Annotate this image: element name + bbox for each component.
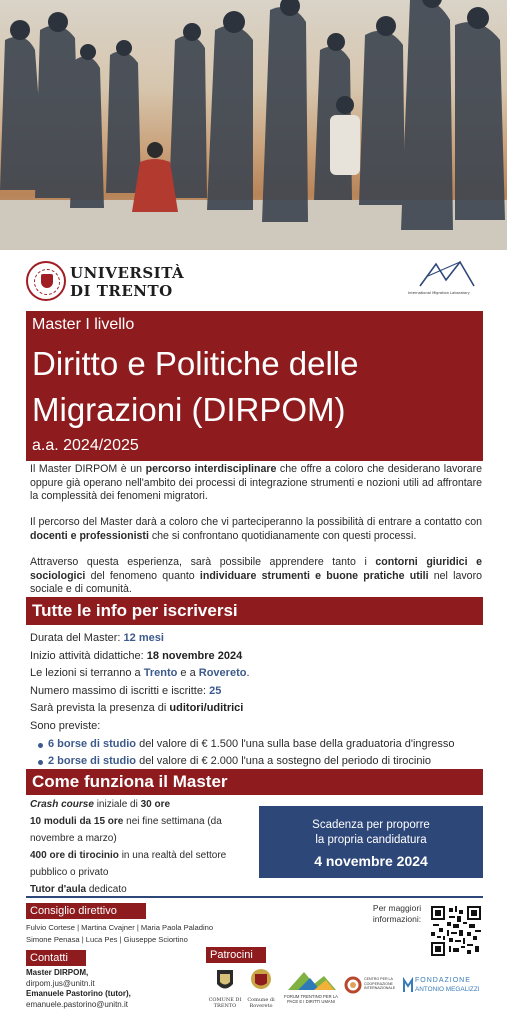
university-name-line1: UNIVERSITÀ bbox=[70, 264, 185, 282]
cci-logo-icon bbox=[344, 976, 362, 994]
comune-trento-crest-icon bbox=[210, 966, 240, 996]
intro-p1-text: Il Master DIRPOM è un bbox=[30, 463, 146, 475]
info-max-enrolled bbox=[30, 683, 485, 701]
contact-name-1: Master DIRPOM, bbox=[26, 968, 89, 977]
intro-paragraph-3 bbox=[30, 556, 482, 597]
intro-paragraph-2 bbox=[30, 516, 482, 543]
crash-course-label: Crash course bbox=[30, 799, 94, 810]
title-block bbox=[26, 311, 483, 461]
intro-p3-highlight-1: contorni giuridici e sociologici bbox=[30, 556, 482, 582]
academic-year: a.a. 2024/2025 bbox=[32, 437, 139, 454]
deadline-box bbox=[259, 806, 483, 878]
megalizzi-logo-icon bbox=[402, 976, 414, 994]
intro-paragraph-1 bbox=[30, 463, 482, 504]
location-conjunction: e a bbox=[177, 667, 199, 680]
intro-p2-text-end: che si confrontano quotidianamente con questi processi. bbox=[148, 529, 417, 542]
partner-forum-pace[interactable] bbox=[284, 968, 338, 1014]
crash-course-text: iniziale di bbox=[93, 799, 141, 810]
footer-divider bbox=[26, 896, 483, 898]
page-title: Diritto e Politiche delle Migrazioni (DIRPOM) bbox=[32, 345, 359, 428]
location-period: . bbox=[246, 667, 250, 680]
location-text: Le lezioni si terranno a bbox=[30, 667, 144, 680]
info-start bbox=[30, 648, 485, 666]
deadline-date: 4 novembre 2024 bbox=[314, 853, 428, 869]
how-item-crash-course bbox=[30, 796, 250, 813]
lab-name: International Migration Laboratory bbox=[408, 291, 470, 295]
modules-label: 10 moduli da 15 ore bbox=[30, 816, 124, 827]
intro-p3-text: Attraverso questa esperienza, sarà possibile apprendere tanto i bbox=[30, 556, 376, 568]
how-item-modules bbox=[30, 813, 250, 847]
board-members bbox=[26, 922, 256, 945]
deadline-line1: Scadenza per proporre bbox=[312, 819, 430, 831]
info-section-heading: Tutte le info per iscriversi bbox=[26, 597, 483, 625]
scholarship-list bbox=[36, 736, 485, 771]
partner-cci[interactable] bbox=[344, 974, 400, 1004]
contacts-heading: Contatti bbox=[26, 950, 86, 966]
forum-pace-logo-icon bbox=[284, 968, 338, 992]
duration-value: 12 mesi bbox=[123, 632, 164, 644]
tutor-text: dedicato bbox=[86, 884, 127, 895]
info-duration bbox=[30, 630, 485, 648]
university-seal-icon bbox=[26, 261, 66, 301]
modules-text: nei fine settimana (da novembre a marzo) bbox=[30, 816, 222, 844]
intro-p1-text-end: che offre a coloro che desiderano lavorare oppure già operano nell'ambito dei processi di integrazione strumenti e nozioni utili ad affrontare la complessità dei fenomeni migratori. bbox=[30, 463, 482, 503]
comune-rovereto-crest-icon bbox=[246, 966, 276, 996]
migration-lab-mark-icon bbox=[408, 258, 486, 290]
auditors-label: Sarà prevista la presenza di bbox=[30, 702, 170, 715]
title-kicker: Master I livello bbox=[32, 316, 135, 333]
intro-p2-text: Il percorso del Master darà a coloro che vi parteciperanno la possibilità di entrare a contatto con bbox=[30, 516, 482, 528]
more-info-label: Per maggiori informazioni: bbox=[372, 903, 422, 924]
intro-p3-text-mid: del fenomeno quanto bbox=[85, 569, 200, 582]
board-members-line1: Fulvio Cortese | Martina Cvajner | Maria Paola Paladino bbox=[26, 923, 214, 932]
partner-comune-rovereto-name: Comune di Rovereto bbox=[247, 997, 275, 1009]
university-name bbox=[70, 264, 184, 300]
deadline-line2: la propria candidatura bbox=[315, 834, 427, 846]
max-label: Numero massimo di iscritti e iscritte: bbox=[30, 684, 210, 697]
intro-p3-text-end: nel lavoro sociale e di comunità. bbox=[30, 569, 482, 596]
internship-label: 400 ore di tirocinio bbox=[30, 850, 119, 861]
board-heading: Consiglio direttivo bbox=[26, 903, 146, 919]
start-value: 18 novembre 2024 bbox=[146, 649, 243, 662]
location-trento: Trento bbox=[143, 667, 178, 680]
crash-course-hours: 30 ore bbox=[140, 799, 171, 810]
university-name-line2: DI TRENTO bbox=[70, 282, 173, 300]
university-logo[interactable] bbox=[26, 261, 185, 303]
partner-comune-rovereto[interactable] bbox=[246, 966, 276, 1014]
intro-p1-highlight: percorso interdisciplinare bbox=[145, 463, 277, 475]
max-value: 25 bbox=[209, 684, 222, 697]
intro-p2-highlight: docenti e professionisti bbox=[30, 529, 149, 542]
start-label: Inizio attività didattiche: bbox=[30, 649, 147, 662]
location-rovereto: Rovereto bbox=[198, 667, 247, 680]
tutor-label: Tutor d'aula bbox=[30, 884, 87, 895]
internship-text: in una realtà del settore pubblico o privato bbox=[30, 850, 227, 878]
hero-illustration bbox=[0, 0, 507, 250]
partner-comune-trento[interactable] bbox=[210, 966, 240, 1014]
info-location bbox=[30, 665, 485, 683]
patronage-heading: Patrocini bbox=[206, 947, 266, 963]
partner-comune-trento-name: COMUNE DI TRENTO bbox=[208, 997, 242, 1009]
list-item bbox=[36, 736, 485, 754]
how-section-heading: Come funziona il Master bbox=[26, 769, 483, 795]
how-list bbox=[30, 796, 250, 898]
partner-forum-pace-name: FORUM TRENTINO PER LA PACE E I DIRITTI UMANI bbox=[284, 994, 338, 1004]
scholarship-2-count: 2 borse di studio bbox=[48, 755, 137, 768]
partner-megalizzi-line2: ANTONIO MEGALIZZI bbox=[415, 986, 480, 993]
info-list bbox=[30, 630, 485, 771]
contact-email-1[interactable]: dirpom.jus@unitn.it bbox=[26, 978, 95, 988]
auditors-value: uditori/uditrici bbox=[169, 702, 244, 715]
info-auditors bbox=[30, 700, 485, 718]
partner-megalizzi-line1: FONDAZIONE bbox=[415, 977, 471, 984]
scholarship-1-count: 6 borse di studio bbox=[48, 737, 137, 750]
contact-email-2[interactable]: emanuele.pastorino@unitn.it bbox=[26, 999, 128, 1009]
duration-label: Durata del Master: bbox=[30, 632, 124, 644]
scholarship-1-desc: del valore di € 1.500 l'una sulla base della graduatoria d'ingresso bbox=[136, 737, 455, 750]
info-planned: Sono previste: bbox=[30, 719, 101, 732]
qr-code-icon[interactable] bbox=[431, 906, 481, 956]
board-members-line2: Simone Penasa | Luca Pes | Giuseppe Sciortino bbox=[26, 934, 188, 944]
how-item-internship bbox=[30, 847, 250, 881]
partner-cci-name: CENTRO PER LA COOPERAZIONE INTERNAZIONALE bbox=[364, 977, 396, 991]
partner-fondazione-megalizzi[interactable] bbox=[402, 974, 486, 1004]
scholarship-2-desc: del valore di € 2.000 l'una a sostegno del periodo di tirocinio bbox=[136, 755, 432, 768]
intro-p3-highlight-2: individuare strumenti e buone pratiche utili bbox=[199, 569, 429, 582]
migrants-crowd-illustration bbox=[0, 0, 507, 250]
migration-lab-logo[interactable] bbox=[408, 258, 486, 300]
contact-name-2: Emanuele Pastorino (tutor), bbox=[26, 989, 131, 999]
contacts-block bbox=[26, 968, 186, 1010]
